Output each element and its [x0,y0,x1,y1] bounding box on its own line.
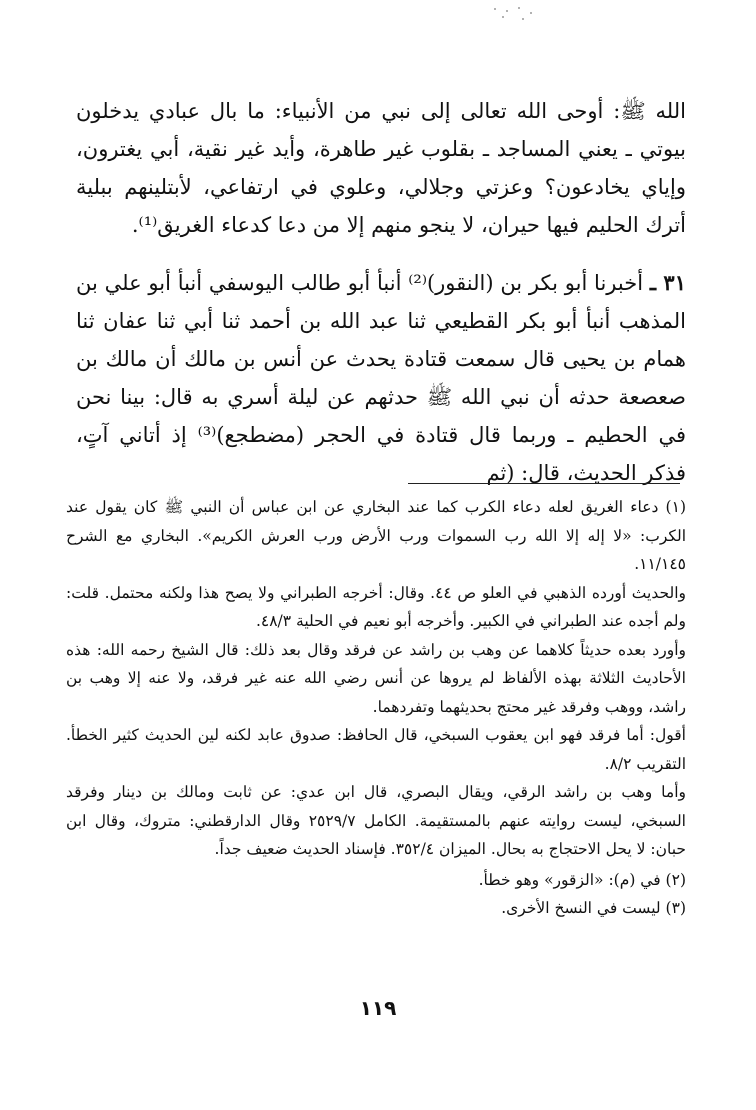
hadith-31 [76,264,686,492]
paragraph-continuation: الله ﷺ: أوحى الله تعالى إلى نبي من الأنبياء: ما بال عبادي يدخلون بيوتي ـ يعني المساجد ـ بقلوب غير طاهرة، وأيد غير نقية، أبي يغترون، وإياي يخادعون؟ وعزتي وجلالي، وعلوي في ارتفاعي، لأبتلينهم ببلية أترك الحليم فيها حيران، لا ينجو منهم إلا من دعا كدعاء الغريق⁽¹⁾. [76,99,686,237]
hadith-text: أخبرنا أبو بكر بن (النقور)⁽²⁾ أنبأ أبو طالب اليوسفي أنبأ أبو علي بن المذهب أنبأ أبو بكر القطيعي ثنا عبد الله بن أحمد ثنا أبي ثنا عفان ثنا همام بن يحيى قال سمعت قتادة يحدث عن أنس بن مالك أن مالك بن صعصعة حدثه أن نبي الله ﷺ حدثهم عن ليلة أسري به قال: بينا نحن في الحطيم ـ وربما قال قتادة في الحجر (مضطجع)⁽³⁾ إذ أتاني آتٍ، فذكر الحديث، قال: (ثم [76,271,686,485]
footnotes [66,493,686,923]
page-number: ١١٩ [359,996,397,1020]
scan-specks [492,6,542,22]
hadith-number: ٣١ ـ [649,270,686,295]
footnote-1-part-2: والحديث أورده الذهبي في العلو ص ٤٤. وقال: أخرجه الطبراني ولا يصح هذا ولكنه محتمل. قلت: ولم أجده عند الطبراني في الكبير. وأخرجه أبو نعيم في الحلية ٤٨/٣. [66,583,686,630]
main-text [76,92,686,492]
footnote-divider [408,483,680,484]
footnote-1-part-5: وأما وهب بن راشد الرقي، ويقال البصري، قال ابن عدي: عن ثابت ومالك بن دينار وفرقد السبخي، ليست روايته عنهم بالمستقيمة. الكامل ٢٥٢٩/٧ وقال الدارقطني: متروك، وقال ابن حبان: لا يحل الاحتجاج به بحال. الميزان ٣٥٢/٤. فإسناد الحديث ضعيف جداً. [66,783,686,858]
footnote-1-part-1: (١) دعاء الغريق لعله دعاء الكرب كما عند البخاري عن ابن عباس أن النبي ﷺ كان يقول عند الكرب: «لا إله إلا الله رب السموات ورب الأرض ورب العرش الكريم». البخاري مع الشرح ١١/١٤٥. [66,498,686,573]
footnote-1-part-3: وأورد بعده حديثاً كلاهما عن وهب بن راشد عن فرقد وقال بعد ذلك: قال الشيخ رحمه الله: هذه الأحاديث الثلاثة بهذه الألفاظ لم يروها عن أنس رضي الله عنه غير فرقد، ولا عنه إلا وهب بن راشد، ووهب وفرقد غير محتج بحديثهما وتفردهما. [66,640,686,716]
footnote-2: (٢) في (م): «الزقور» وهو خطأ. [478,870,686,889]
footnote-1-part-4: أقول: أما فرقد فهو ابن يعقوب السبخي، قال الحافظ: صدوق عابد لكنه لين الحديث كثير الخطأ. التقريب ٨/٢. [66,726,686,773]
footnote-3: (٣) ليست في النسخ الأخرى. [501,899,686,917]
